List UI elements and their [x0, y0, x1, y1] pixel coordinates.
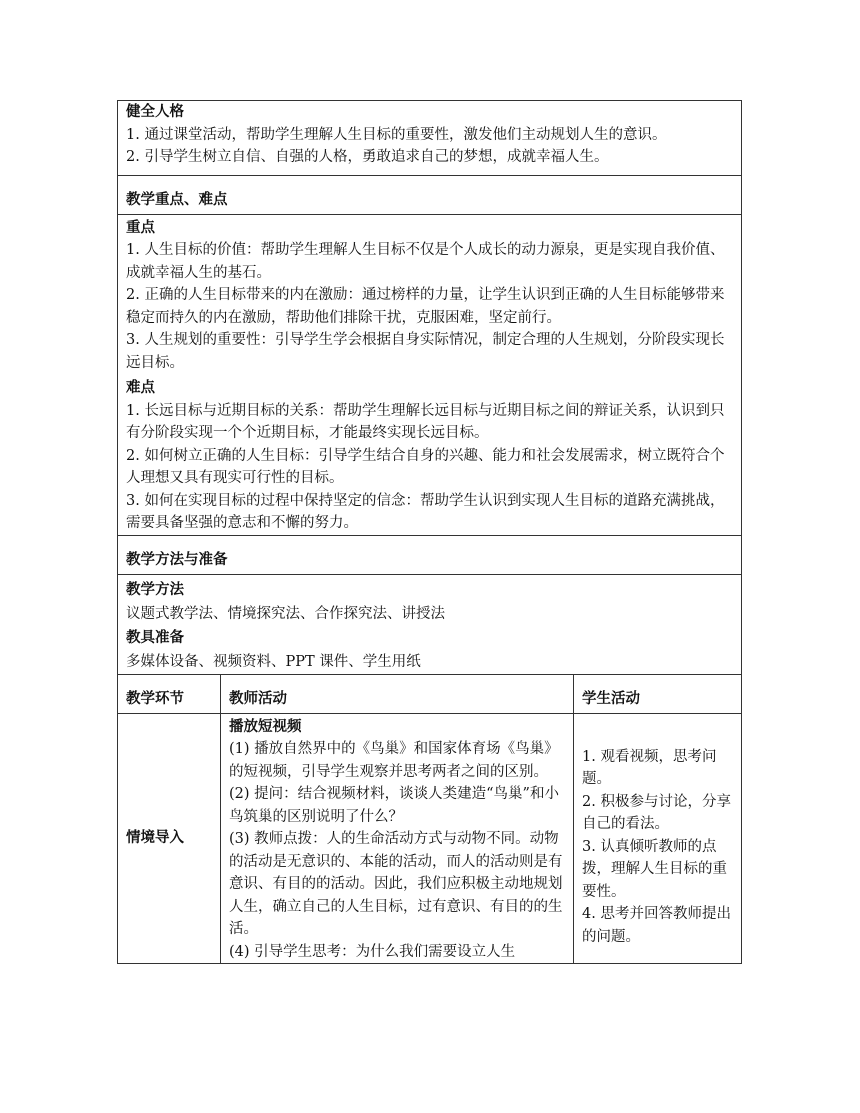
- difficulty-item: 3. 如何在实现目标的过程中保持坚定的信念：帮助学生认识到实现人生目标的道路充满挑战，需要具备坚强的意志和不懈的努力。: [126, 492, 725, 531]
- tools-text: 多媒体设备、视频资料、PPT 课件、学生用纸: [126, 653, 421, 670]
- lesson-plan-table: [117, 100, 742, 964]
- student-activity-item: 1. 观看视频，思考问题。: [582, 748, 717, 787]
- personality-heading: 健全人格: [126, 104, 184, 120]
- personality-item: 2. 引导学生树立自信、自强的人格，勇敢追求自己的梦想，成就幸福人生。: [126, 149, 609, 165]
- methods-row: [118, 574, 742, 674]
- focus-item: 3. 人生规划的重要性：引导学生学会根据自身实际情况，制定合理的人生规划，分阶段实现长远目标。: [126, 332, 725, 371]
- teacher-activity-item: (2) 提问：结合视频材料，谈谈人类建造“鸟巢”和小鸟筑巢的区别说明了什么？: [229, 786, 559, 825]
- focus-item: 1. 人生目标的价值：帮助学生理解人生目标不仅是个人成长的动力源泉，更是实现自我价值、成就幸福人生的基石。: [126, 242, 725, 281]
- process-row-intro: [118, 713, 742, 964]
- methods-section-title: 教学方法与准备: [118, 535, 742, 574]
- methods-title-row: [118, 535, 742, 574]
- column-header-stage: 教学环节: [118, 674, 221, 713]
- teacher-activity-heading: 播放短视频: [229, 718, 302, 735]
- stage-name: 情境导入: [118, 713, 221, 964]
- personality-row: [118, 101, 742, 176]
- lesson-plan-page: [117, 100, 741, 964]
- student-activity-item: 4. 思考并回答教师提出的问题。: [582, 906, 731, 945]
- focus-item: 2. 正确的人生目标带来的内在激励：通过榜样的力量，让学生认识到正确的人生目标能够带来稳定而持久的内在激励，帮助他们排除干扰，克服困难，坚定前行。: [126, 287, 725, 326]
- key-points-title-row: [118, 175, 742, 214]
- difficulty-item: 2. 如何树立正确的人生目标：引导学生结合自身的兴趣、能力和社会发展需求，树立既符合个人理想又具有现实可行性的目标。: [126, 447, 725, 486]
- difficulty-item: 1. 长远目标与近期目标的关系：帮助学生理解长远目标与近期目标之间的辩证关系，认识到只有分阶段实现一个个近期目标，才能最终实现长远目标。: [126, 402, 725, 441]
- teacher-activity-item: (1) 播放自然界中的《鸟巢》和国家体育场《鸟巢》的短视频，引导学生观察并思考两者之间的区别。: [229, 741, 559, 780]
- student-activity-item: 2. 积极参与讨论，分享自己的看法。: [582, 793, 731, 832]
- teacher-activity: [221, 713, 574, 964]
- column-header-teacher: 教师活动: [221, 674, 574, 713]
- personality-item: 1. 通过课堂活动，帮助学生理解人生目标的重要性，激发他们主动规划人生的意识。: [126, 126, 667, 143]
- teacher-activity-item: (3) 教师点拨：人的生命活动方式与动物不同。动物的活动是无意识的、本能的活动，而人的活动则是有意识、有目的的活动。因此，我们应积极主动地规划人生，确立自己的人生目标，过有意识、有目的的生活。: [229, 831, 563, 937]
- focus-heading: 重点: [126, 219, 155, 236]
- difficulty-heading: 难点: [126, 380, 155, 396]
- column-header-student: 学生活动: [574, 674, 742, 713]
- teacher-activity-item: (4) 引导学生思考：为什么我们需要设立人生: [229, 943, 516, 960]
- process-header-row: [118, 674, 742, 713]
- student-activity: [574, 713, 742, 964]
- key-points-section-title: 教学重点、难点: [118, 175, 742, 214]
- method-text: 议题式教学法、情境探究法、合作探究法、讲授法: [126, 605, 445, 622]
- method-heading: 教学方法: [126, 581, 184, 598]
- key-points-row: [118, 214, 742, 535]
- student-activity-item: 3. 认真倾听教师的点拨，理解人生目标的重要性。: [582, 838, 727, 900]
- tools-heading: 教具准备: [126, 629, 184, 646]
